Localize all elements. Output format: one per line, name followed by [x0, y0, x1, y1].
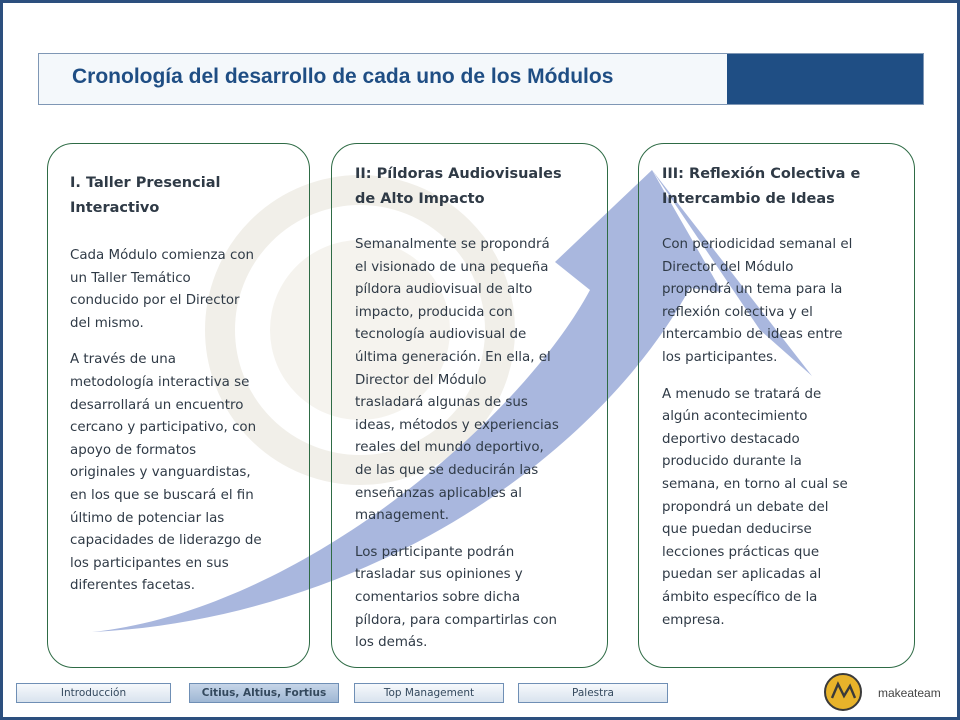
card-paragraph: Cada Módulo comienza con un Taller Temático conducido por el Director del mismo.: [70, 248, 254, 331]
card-title-line: Intercambio de Ideas: [662, 191, 835, 207]
nav-tab-palestra[interactable]: Palestra: [518, 683, 668, 703]
card-paragraph: Los participante podrán trasladar sus opiniones y comentarios sobre dicha píldora, para compartirlas con los demás.: [355, 544, 558, 651]
card-body-pildoras: [355, 234, 600, 669]
card-paragraph: Con periodicidad semanal el Director del Módulo propondrá un tema para la reflexión colectiva y el intercambio de ideas entre los participantes.: [662, 237, 853, 365]
title-accent-block: [727, 54, 923, 104]
card-title-line: de Alto Impacto: [355, 191, 485, 207]
card-body-reflexion: [662, 234, 907, 646]
brand-name: makeateam: [878, 686, 941, 700]
makeateam-logo-icon: [818, 672, 868, 712]
card-body-taller: [70, 245, 302, 612]
nav-tab-top-management[interactable]: Top Management: [354, 683, 504, 703]
card-title-line: I. Taller Presencial: [70, 175, 221, 191]
page-title: Cronología del desarrollo de cada uno de los Módulos: [72, 65, 614, 88]
card-paragraph: A menudo se tratará de algún acontecimiento deportivo destacado producido durante la semana, en torno al cual se propondrá un debate del que puedan deducirse lecciones prácticas que puedan ser aplicadas al ámbito específico de la empresa.: [662, 386, 848, 628]
card-title-reflexion: [662, 162, 907, 212]
card-title-line: III: Reflexión Colectiva e: [662, 166, 861, 182]
nav-tab-introduccion[interactable]: Introducción: [16, 683, 171, 703]
card-title-taller: [70, 171, 302, 221]
card-paragraph: A través de una metodología interactiva se desarrollará un encuentro cercano y participativo, con apoyo de formatos originales y vanguardistas, en los que se buscará el fin último de potenciar las capacidades de liderazgo de los participantes en sus diferentes facetas.: [70, 352, 262, 594]
card-title-line: II: Píldoras Audiovisuales: [355, 166, 562, 182]
card-title-pildoras: [355, 162, 600, 212]
card-title-line: Interactivo: [70, 200, 160, 216]
card-paragraph: Semanalmente se propondrá el visionado de una pequeña píldora audiovisual de alto impacto, producida con tecnología audiovisual de última generación. En ella, el Director del Módulo trasladará algunas de sus ideas, métodos y experiencias reales del mundo deportivo, de las que se deducirán las enseñanzas aplicables al management.: [355, 237, 559, 524]
nav-tab-citius[interactable]: Citius, Altius, Fortius: [189, 683, 339, 703]
title-bar: [38, 53, 924, 105]
